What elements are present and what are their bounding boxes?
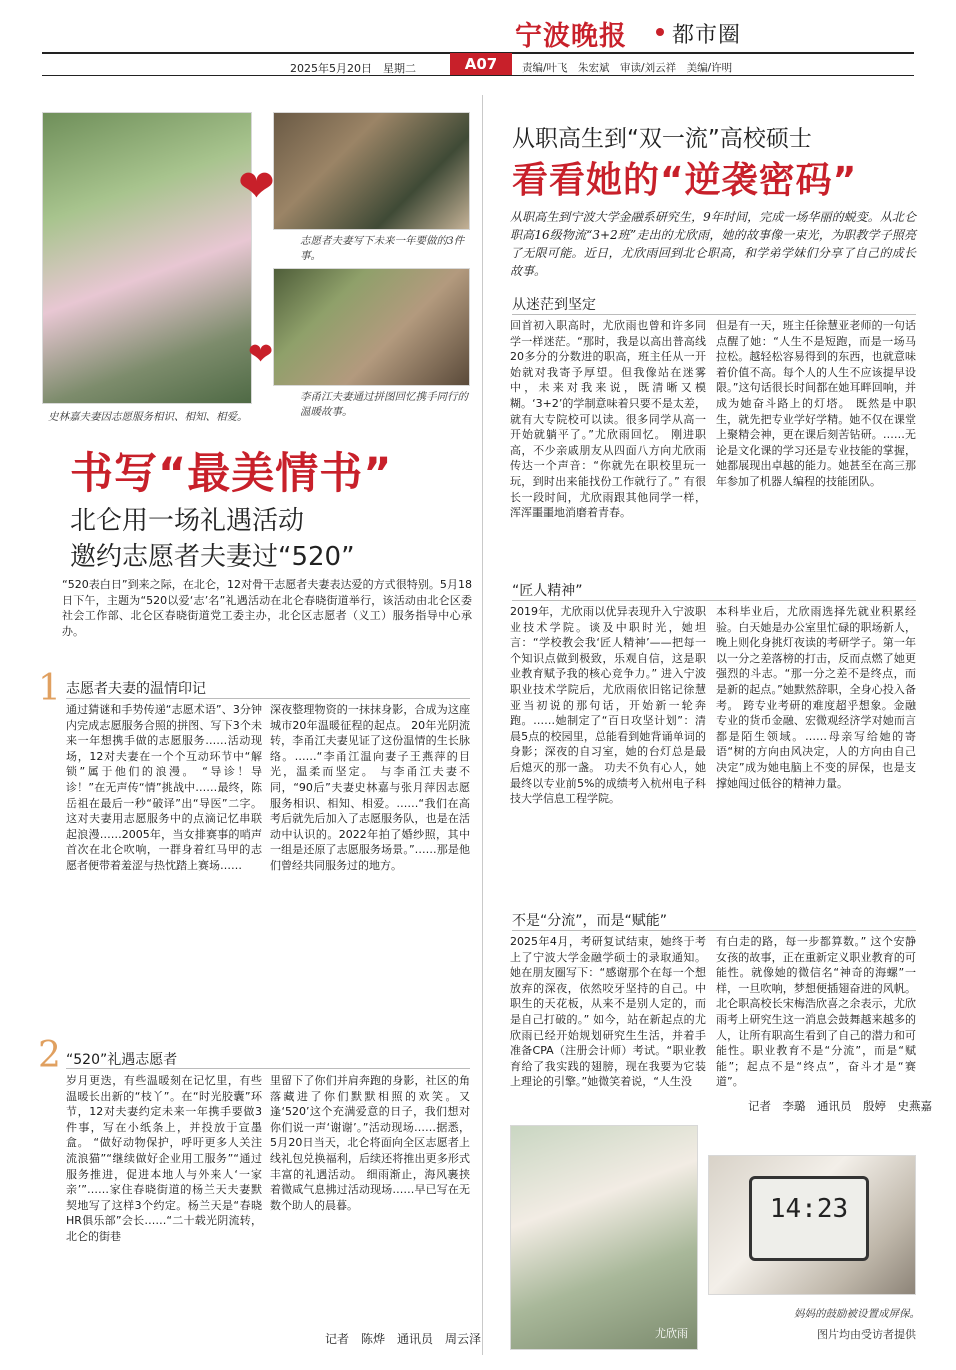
photo-caption: 史林嘉夫妻因志愿服务相识、相知、相爱。 [48,411,248,423]
article-column: 2019年，尤欣雨以优异表现升入宁波职业技术学院。谈及中职时光，她坦言：“学校教会我‘匠人精神’——把每一个知识点做到极致，乐观自信，这是职业教育赋予我的核心竞争力。” 进入宁波职业技术学院后，尤欣雨依旧铭记徐慧亚当初说的那句话，开始新一轮奔跑。……她制定了“百日攻坚计划”：清晨5点的校园里，总能看到她背诵单词的身影；深夜的自习室，她的台灯总是最后熄灭的那一盏。 功夫不负有心人，她最终以专业前5%的成绩考入杭州电子科技大学信息工程学院。 [510,605,706,806]
section-rule [66,1068,470,1069]
section-title: “匠人精神” [512,583,583,599]
section-rule [512,930,916,931]
article-column: 但是有一天，班主任徐慧亚老师的一句话点醒了她：“人生不是短跑，而是一场马拉松。越轻松容易得到的东西，也就意味着价值不高。每个人的人生不应该提早设限。”这句话很长时间都在她耳畔回响，并成为她奋斗路上的灯塔。 既然是中职生，就先把专业学好学精。她不仅在课堂上聚精会神，更在课后刻苦钻研。……无论是文化课的学习还是专业技能的掌握，她都展现出卓越的能力。她甚至在高三那年参加了机器人编程的技能团队。 [716,319,916,488]
article-column: 本科毕业后，尤欣雨选择先就业积累经验。白天她是办公室里忙碌的职场新人，晚上则化身挑灯夜读的考研学子。第一年以一分之差落榜的打击，反而点燃了她更强烈的斗志。“那一分之差不是终点，而是新的起点。”她默然辞职，全身心投入备考。 跨专业考研的难度超乎想象。金融专业的货币金融、宏微观经济学对她而言都是陌生领域。……母亲写给她的寄语“树的方向由风决定，人的方向由自己决定”成为她电脑上不变的屏保，也是支撑她闯过低谷的精神力量。 [716,605,916,790]
article-column: 岁月更迭，有些温暖刻在记忆里，有些温暖长出新的“枝丫”。在“时光胶囊”环节，12对夫妻约定未来一年携手要做3件事，写在小纸条上，并投放于宣墨盒。 “做好动物保护，呼吁更多人关注流浪猫”“继续做好企业用工服务”“通过服务推进，促进本地人与外来人‘一家亲’”……家住春晓街道的杨兰天夫妻默契地写了这样3个约定。杨兰天是“春晓HR俱乐部”会长……“二十载光阴流转，北仑的街巷 [66,1074,262,1243]
left-lead-paragraph: “520表白日”到来之际，在北仑，12对骨干志愿者夫妻表达爱的方式很特别。5月18日下午，主题为“520以爱‘志’名”礼遇活动在北仑春晓街道举行，该活动由北仑区委社会工作部、北仑区春晓街道党工委主办，北仑区志愿者（义工）服务指导中心承办。 [62,578,472,638]
logo-dot [656,28,664,36]
section-title: 不是“分流”，而是“赋能” [512,913,668,929]
right-kicker: 从职高生到“双一流”高校硕士 [512,126,812,152]
section-name: 都市圈 [672,23,742,48]
byline: 记者 李璐 通讯员 殷婷 史燕嘉 [748,1099,932,1113]
photo-clock-screensaver [708,1155,916,1295]
heart-decoration-icon: ❤ [238,161,275,212]
left-subheadline: 北仑用一场礼遇活动 [70,506,305,536]
photo-volunteer-couple [42,112,252,404]
right-lead-paragraph: 从职高生到宁波大学金融系研究生，9年时间，完成一场华丽的蜕变。从北仑职高16级物流“3+2班”走出的尤欣雨，她的故事像一束光，为职教学子照亮了无限可能。近日，尤欣雨回到北仑职高，和学弟学妹们分享了自己的成长故事。 [510,210,916,278]
column-divider [482,95,483,1355]
article-column: 2025年4月，考研复试结束，她终于考上了宁波大学金融学硕士的录取通知。她在朋友圈写下：“感谢那个在每一个想放弃的深夜，依然咬牙坚持的自己。中职生的天花板，从来不是别人定的，而是自己打破的。” 如今，站在新起点的尤欣雨已经开始规划研究生生活，并着手准备CPA（注册会计师）考试。“职业教育给了我实践的翅膀，现在我要为它装上理论的引擎。”她微笑着说，“人生没 [510,935,706,1089]
article-column: 回首初入职高时，尤欣雨也曾和许多同学一样迷茫。“那时，我是以高出普高线20多分的分数进的职高，班主任从一开始就对我寄予厚望。但我像站在迷雾中，未来对我来说，既清晰又模糊。‘3+2’的学制意味着只要不是太差，就有大专院校可以读。很多同学从高一开始就躺平了。”尤欣雨回忆。 刚进职高，不少亲戚朋友从四面八方向尤欣雨传达一个声音：“你就先在职校里玩一玩，到时出来能找份工作就行了。” 有很长一段时间，尤欣雨跟其他同学一样，浑浑噩噩地消磨着青春。 [510,319,706,520]
left-subheadline: 邀约志愿者夫妻过“520” [70,542,355,572]
page-number-badge: A07 [450,53,512,75]
clock-screen: 14:23 [749,1176,869,1261]
section-title: 从迷茫到坚定 [512,297,596,313]
photo-name-label: 尤欣雨 [655,1327,688,1340]
right-headline: 看看她的“逆袭密码” [512,160,858,201]
dateline: 2025年5月20日 星期二 [290,62,416,75]
photo-caption: 妈妈的鼓励被设置成屏保。 [794,1308,920,1320]
section-rule [512,314,916,315]
editors-credit: 责编/叶飞 朱宏斌 审读/刘云祥 美编/许明 [522,62,733,74]
masthead-rule-bottom [42,75,914,76]
left-headline: 书写“最美情书” [70,449,393,499]
newspaper-logo: 宁波晚报 [515,21,627,52]
section-number: 1 [38,668,61,709]
photo-couples-writing [273,112,470,230]
photo-you-xinyu [510,1125,698,1350]
section-rule [512,600,916,601]
article-column: 里留下了你们并肩奔跑的身影，社区的角落藏进了你们默默相照的欢笑。又逢‘520’这个充满爱意的日子，我们想对你们说一声‘谢谢’。”活动现场……据悉，5月20日当天，北仑将面向全区志愿者上线礼包兑换福利，后续还将推出更多形式丰富的礼遇活动。 细雨渐止，海风裹挟着微咸气息拂过活动现场……早已写在无数个助人的晨暮。 [270,1074,470,1212]
section-title: 志愿者夫妻的温情印记 [66,681,206,697]
section-rule [66,698,470,699]
photo-credit: 图片均由受访者提供 [817,1328,916,1341]
heart-decoration-icon: ❤ [248,337,274,372]
section-title: “520”礼遇志愿者 [66,1052,178,1068]
article-column: 有白走的路，每一步都算数。” 这个安静女孩的故事，正在重新定义职业教育的可能性。就像她的微信名“神奇的海螺”一样，一旦吹响，梦想便插翅奋进的风帆。北仑职高校长宋梅浩欣喜之余表示，尤欣雨考上研究生这一消息会鼓舞越来越多的人，让所有职高生看到了自己的潜力和可能性。职业教育不是“分流”，而是“赋能”；起点不是“终点”，奋斗才是“赛道”。 [716,935,916,1089]
byline: 记者 陈烨 通讯员 周云泽 [325,1332,482,1346]
photo-elder-couple-puzzle [273,268,470,386]
photo-caption: 李甬江夫妻通过拼图回忆携手同行的温暖故事。 [300,391,468,418]
article-column: 深夜整理物资的一抹抹身影，合成为这座城市20年温暖征程的起点。 20年光阴流转，李甬江夫妻见证了这份温情的生长脉络。……“李甬江温向妻子王燕萍的目光，温柔而坚定。 与李甬江夫妻不同，“90后”夫妻史林嘉与张月萍因志愿服务相识、相知、相爱。……“我们在高考后就先后加入了志愿服务队，也是在活动中认识的。2022年拍了婚纱照，其中一组是还原了志愿服务场景。”……那是他们曾经共同服务过的地方。 [270,703,470,872]
photo-caption: 志愿者夫妻写下未来一年要做的3件事。 [300,235,465,262]
article-column: 通过猜谜和手势传递“志愿术语”、3分钟内完成志愿服务合照的拼图、写下3个未来一年想携手做的志愿服务……活动现场，12对夫妻在一个个互动环节中“解锁”属于他们的浪漫。 “导诊！导诊！”在无声传“情”挑战中……最终，陈岳祖在最后一秒“破译”出“导医”二字。 这对夫妻用志愿服务中的点滴记忆串联起浪漫……2005年，当女排赛事的哨声首次在北仑吹响，一群身着红马甲的志愿者便带着羞涩与热忱踏上赛场…… [66,703,262,872]
section-number: 2 [38,1035,61,1076]
